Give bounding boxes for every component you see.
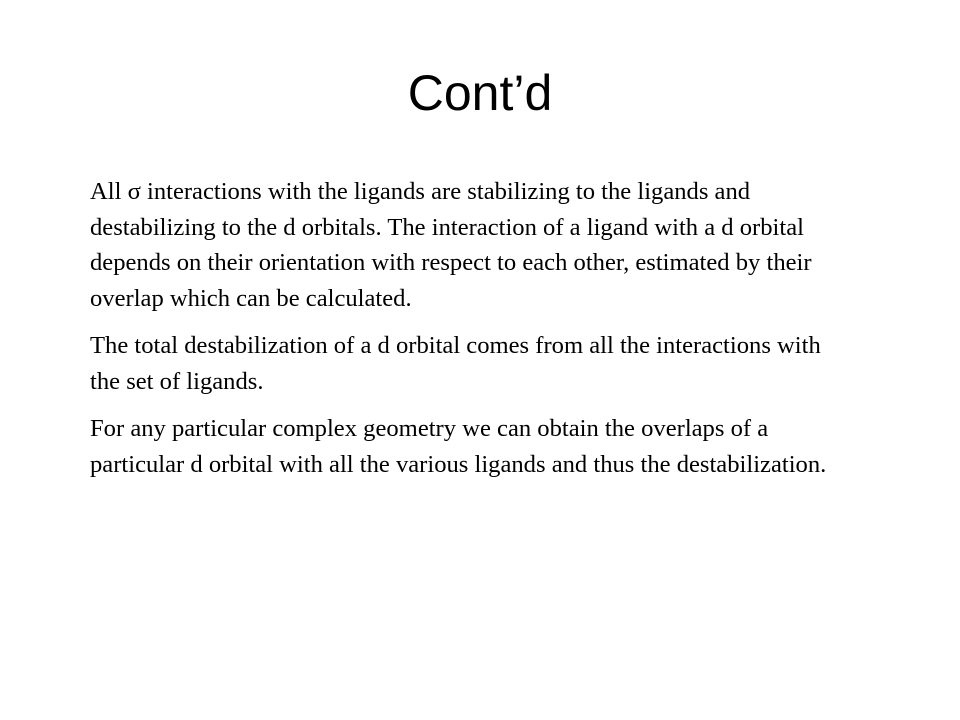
slide-title: Cont’d xyxy=(407,65,553,121)
paragraph-sigma-interactions: All σ interactions with the ligands are stabilizing to the ligands and destabilizing to the d orbitals. The interaction of a ligand with a d orbital depends on their orientation with respect to each other, estimated by their overlap which can be calculated. xyxy=(90,178,812,312)
paragraph-complex-geometry: For any particular complex geometry we can obtain the overlaps of a particular d orbital with all the various ligands and thus the destabilization. xyxy=(90,415,827,478)
slide-body xyxy=(90,174,850,482)
paragraph-total-destabilization: The total destabilization of a d orbital comes from all the interactions with the set of ligands. xyxy=(90,332,821,395)
